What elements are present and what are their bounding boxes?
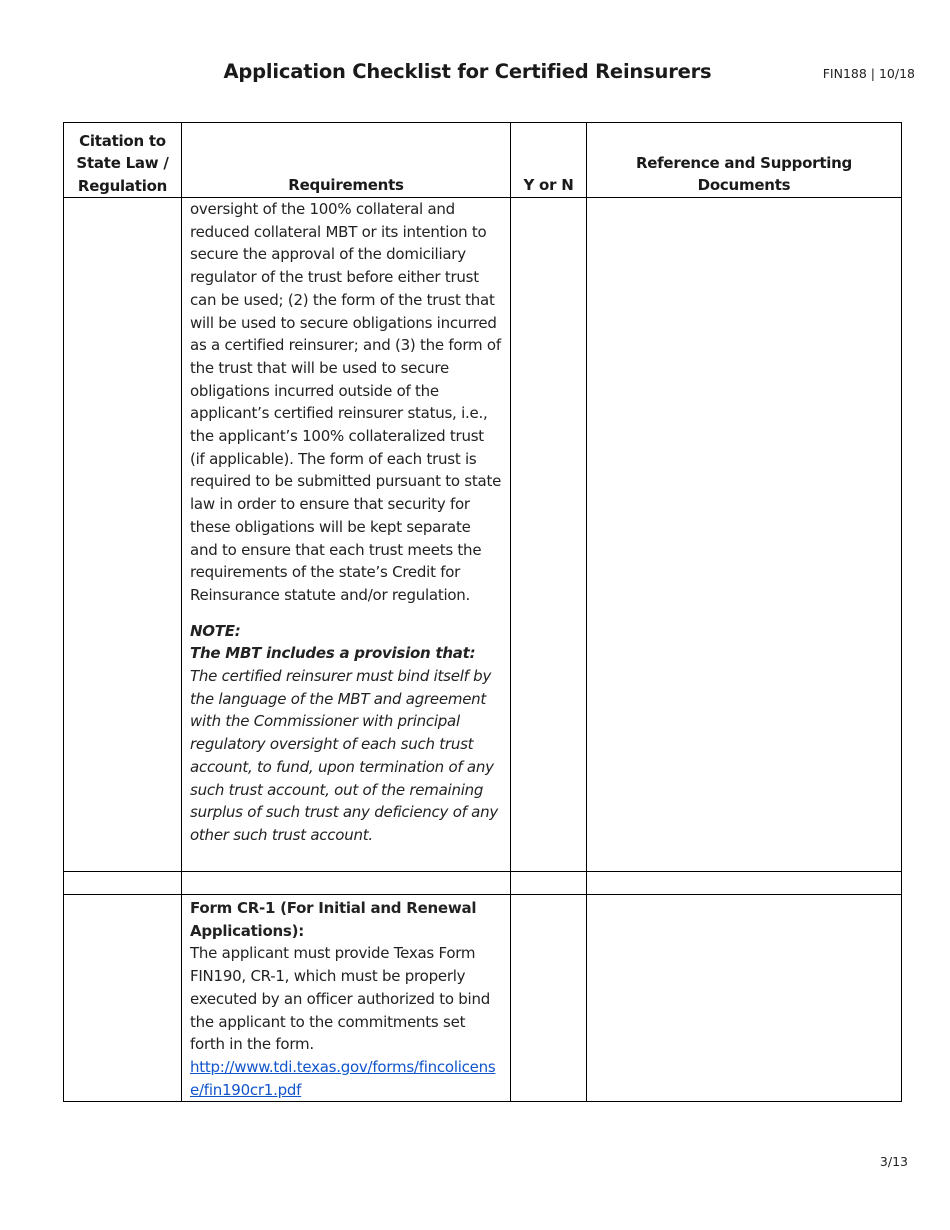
empty-cell	[182, 872, 511, 895]
requirements-cell	[182, 198, 511, 872]
page-title: Application Checklist for Certified Reinsurers	[223, 60, 712, 83]
table-row	[64, 198, 902, 872]
citation-cell	[64, 895, 182, 1102]
form-cr1-title: Form CR-1 (For Initial and Renewal Applications):	[190, 899, 477, 940]
page-number: 3/13	[879, 1154, 908, 1169]
column-header-requirements: Requirements	[182, 123, 511, 198]
reference-cell[interactable]	[587, 198, 902, 872]
citation-cell	[64, 198, 182, 872]
column-header-y-or-n: Y or N	[511, 123, 587, 198]
y-or-n-cell[interactable]	[511, 198, 587, 872]
form-code: FIN188 | 10/18	[822, 66, 915, 81]
requirement-text: The applicant must provide Texas Form FIN190, CR-1, which must be properly executed by an officer authorized to bind the applicant to the commitments set forth in the form.	[190, 944, 490, 1054]
form-fin190-link[interactable]: http://www.tdi.texas.gov/forms/fincolicense/fin190cr1.pdf	[190, 1057, 496, 1099]
note-label: NOTE:	[190, 621, 241, 640]
reference-cell[interactable]	[587, 895, 902, 1102]
empty-cell	[64, 872, 182, 895]
empty-cell	[587, 872, 902, 895]
note-text: The certified reinsurer must bind itself by the language of the MBT and agreement with the Commissioner with principal regulatory oversight of each such trust account, to fund, upon termination of any such trust account, out of the remaining surplus of such trust any deficiency of any other such trust account.	[190, 667, 498, 844]
y-or-n-cell[interactable]	[511, 895, 587, 1102]
checklist-table	[63, 122, 902, 1102]
table-row-empty	[64, 872, 902, 895]
table-row	[64, 895, 902, 1102]
column-header-reference: Reference and Supporting Documents	[587, 123, 902, 198]
note-heading: The MBT includes a provision that:	[190, 644, 476, 663]
requirement-text: oversight of the 100% collateral and reduced collateral MBT or its intention to secure the approval of the domiciliary regulator of the trust before either trust can be used; (2) the form of the trust that will be used to secure obligations incurred as a certified reinsurer; and (3) the form of the trust that will be used to secure obligations incurred outside of the applicant’s certified reinsurer status, i.e., the applicant’s 100% collateralized trust (if applicable). The form of each trust is required to be submitted pursuant to state law in order to ensure that security for these obligations will be kept separate and to ensure that each trust meets the requirements of the state’s Credit for Reinsurance statute and/or regulation.	[190, 200, 502, 604]
table-header-row	[64, 123, 902, 198]
requirements-cell	[182, 895, 511, 1102]
empty-cell	[511, 872, 587, 895]
column-header-citation: Citation to State Law / Regulation	[64, 123, 182, 198]
